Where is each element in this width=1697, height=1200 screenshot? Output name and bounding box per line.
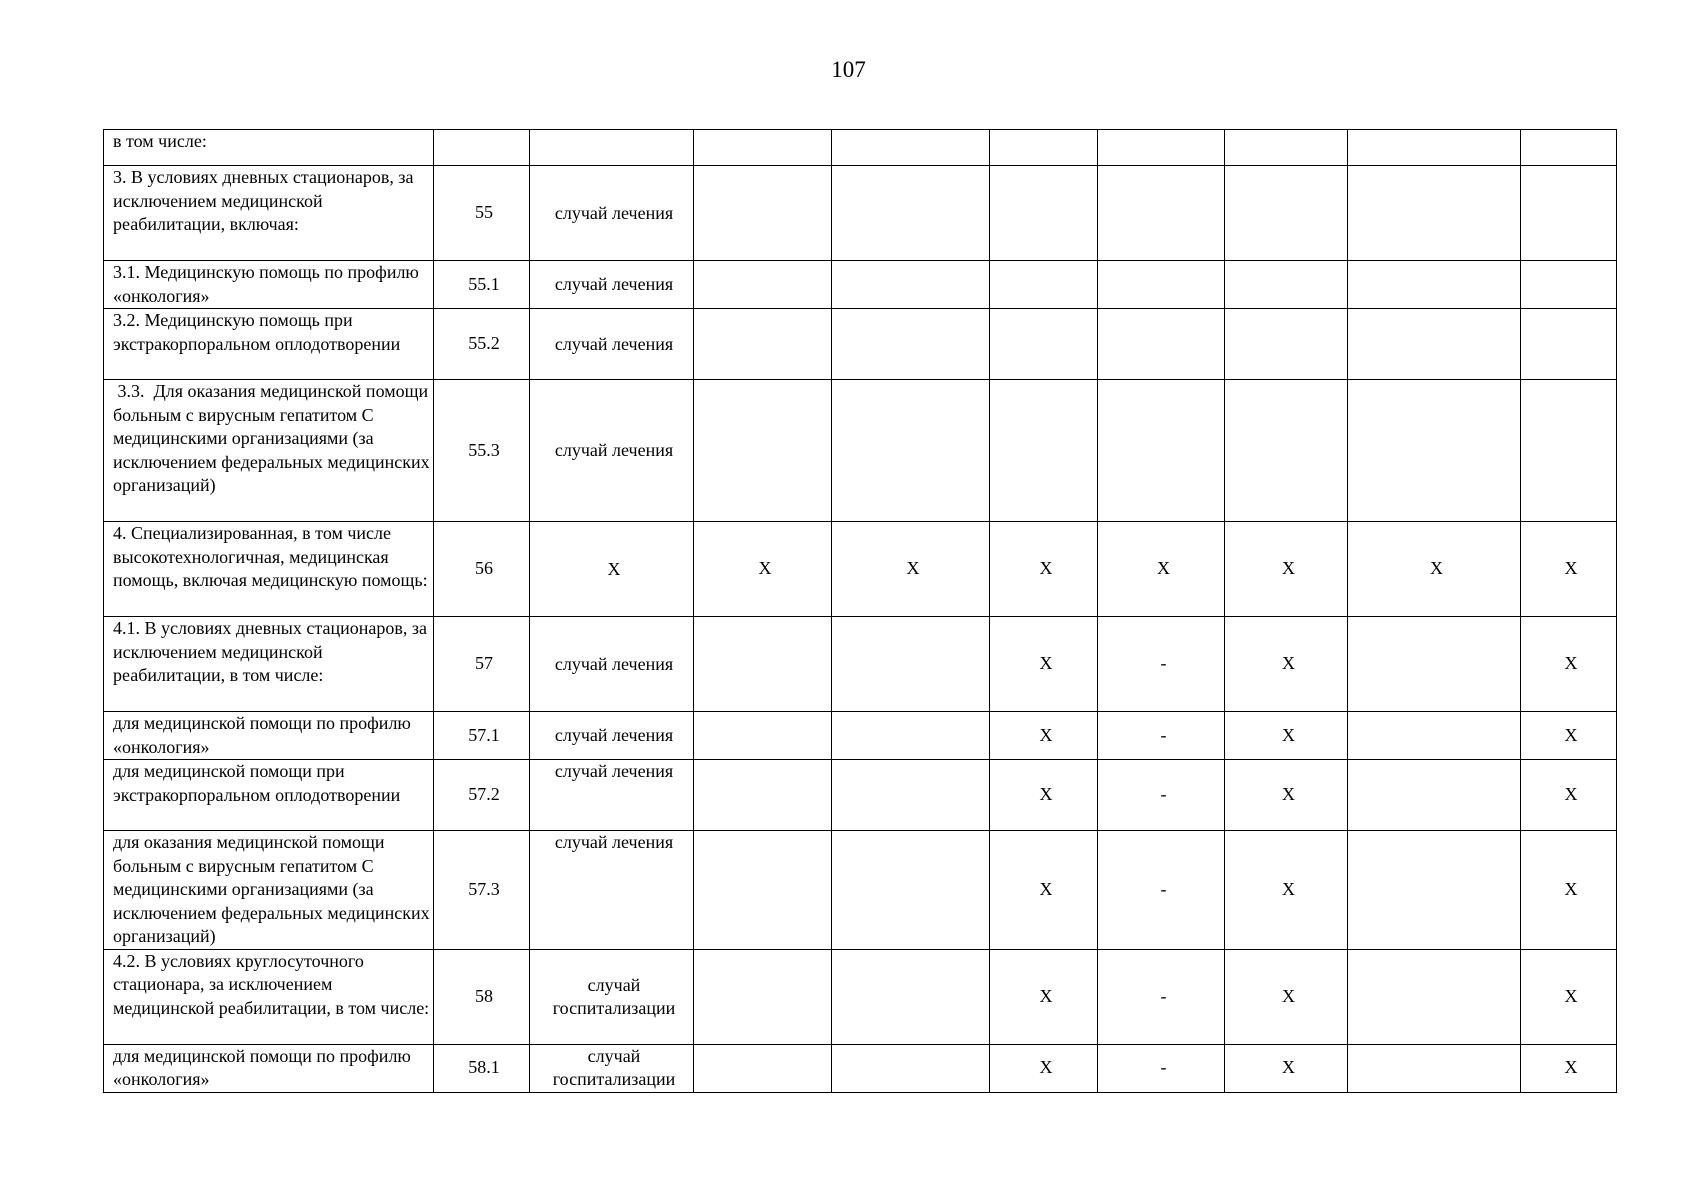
- table-cell: [1225, 166, 1348, 261]
- table-cell: [1521, 166, 1617, 261]
- row-code: 57.1: [434, 712, 530, 760]
- row-name: 3.2. Медицинскую помощь при экстракорпоральном оплодотворении: [104, 309, 434, 380]
- table-row: [104, 617, 1617, 712]
- table-row: [104, 831, 1617, 950]
- table-row: [104, 166, 1617, 261]
- table-cell: -: [1098, 949, 1225, 1044]
- table-cell: [1348, 380, 1521, 522]
- table-cell: Х: [1225, 522, 1348, 617]
- table-cell: Х: [1521, 949, 1617, 1044]
- table-cell: [990, 261, 1098, 309]
- row-name: для медицинской помощи при экстракорпоральном оплодотворении: [104, 760, 434, 831]
- row-code: 55: [434, 166, 530, 261]
- table-cell: Х: [1225, 1044, 1348, 1092]
- table-cell: Х: [990, 949, 1098, 1044]
- table-row: [104, 522, 1617, 617]
- table-cell: [694, 130, 832, 166]
- row-name: 3.1. Медицинскую помощь по профилю «онкология»: [104, 261, 434, 309]
- table-cell: [694, 380, 832, 522]
- table-row: [104, 712, 1617, 760]
- table-cell: [832, 831, 990, 950]
- table-cell: [832, 1044, 990, 1092]
- row-unit: случай лечения: [530, 309, 694, 380]
- table-cell: [1348, 130, 1521, 166]
- table-cell: Х: [1225, 760, 1348, 831]
- row-unit: случай лечения: [530, 617, 694, 712]
- table-cell: [832, 261, 990, 309]
- row-code: 57.2: [434, 760, 530, 831]
- row-unit: случай госпитализации: [530, 1044, 694, 1092]
- row-name: 4. Специализированная, в том числе высокотехнологичная, медицинская помощь, включая медицинскую помощь:: [104, 522, 434, 617]
- table-cell: [1521, 309, 1617, 380]
- table-cell: [990, 166, 1098, 261]
- row-name: для медицинской помощи по профилю «онкология»: [104, 712, 434, 760]
- row-unit: [530, 130, 694, 166]
- table-cell: [1348, 617, 1521, 712]
- table-cell: Х: [990, 712, 1098, 760]
- table-cell: [1098, 309, 1225, 380]
- table-cell: [694, 617, 832, 712]
- row-code: 58: [434, 949, 530, 1044]
- table-cell: [1225, 261, 1348, 309]
- table-cell: Х: [990, 1044, 1098, 1092]
- row-code: 55.3: [434, 380, 530, 522]
- row-unit: случай лечения: [530, 380, 694, 522]
- table-cell: Х: [1225, 949, 1348, 1044]
- table-cell: [990, 380, 1098, 522]
- table-cell: [1348, 760, 1521, 831]
- table-cell: [832, 712, 990, 760]
- page-number: 107: [831, 57, 866, 82]
- table-row: [104, 1044, 1617, 1092]
- table-cell: [694, 712, 832, 760]
- row-name: 3.3. Для оказания медицинской помощи больным с вирусным гепатитом С медицинскими организациями (за исключением федеральных медицинских организаций): [104, 380, 434, 522]
- table-cell: [990, 309, 1098, 380]
- table-cell: Х: [1521, 831, 1617, 950]
- table-cell: Х: [1521, 617, 1617, 712]
- table-cell: [1521, 380, 1617, 522]
- row-name: 4.1. В условиях дневных стационаров, за исключением медицинской реабилитации, в том числе:: [104, 617, 434, 712]
- table-cell: [1348, 949, 1521, 1044]
- row-name: 3. В условиях дневных стационаров, за исключением медицинской реабилитации, включая:: [104, 166, 434, 261]
- row-code: 55.1: [434, 261, 530, 309]
- row-code: 55.2: [434, 309, 530, 380]
- table-cell: [694, 261, 832, 309]
- table-cell: [694, 760, 832, 831]
- table-cell: [1521, 261, 1617, 309]
- table-cell: Х: [1225, 617, 1348, 712]
- table-cell: [832, 617, 990, 712]
- row-code: 57: [434, 617, 530, 712]
- row-code: 58.1: [434, 1044, 530, 1092]
- table-cell: Х: [1521, 522, 1617, 617]
- table-cell: [990, 130, 1098, 166]
- table-cell: Х: [1225, 831, 1348, 950]
- table-cell: Х: [1225, 712, 1348, 760]
- table-cell: [832, 166, 990, 261]
- row-unit: случай лечения: [530, 166, 694, 261]
- table-cell: [1348, 261, 1521, 309]
- row-unit: случай лечения: [530, 712, 694, 760]
- table-cell: [1225, 309, 1348, 380]
- table-cell: Х: [1521, 1044, 1617, 1092]
- table-cell: [1098, 130, 1225, 166]
- row-unit: случай лечения: [530, 261, 694, 309]
- table-cell: -: [1098, 712, 1225, 760]
- table-cell: [1225, 130, 1348, 166]
- table-cell: [1348, 831, 1521, 950]
- table-cell: [832, 130, 990, 166]
- table-cell: -: [1098, 831, 1225, 950]
- table-cell: [1225, 380, 1348, 522]
- table-cell: [1348, 166, 1521, 261]
- table-cell: [832, 760, 990, 831]
- row-unit: Х: [530, 522, 694, 617]
- table-cell: [694, 949, 832, 1044]
- table-cell: [694, 1044, 832, 1092]
- table-row: [104, 380, 1617, 522]
- table-row: [104, 760, 1617, 831]
- table-cell: Х: [1521, 712, 1617, 760]
- row-code: 56: [434, 522, 530, 617]
- data-table: [103, 129, 1617, 1093]
- row-name: для оказания медицинской помощи больным с вирусным гепатитом С медицинскими организациями (за исключением федеральных медицинских организаций): [104, 831, 434, 950]
- table-cell: -: [1098, 1044, 1225, 1092]
- table-cell: [1521, 130, 1617, 166]
- table-cell: [1098, 166, 1225, 261]
- table-cell: Х: [990, 760, 1098, 831]
- table-cell: Х: [990, 617, 1098, 712]
- row-code: [434, 130, 530, 166]
- table-cell: [832, 380, 990, 522]
- row-unit: случай госпитализации: [530, 949, 694, 1044]
- table-cell: Х: [1098, 522, 1225, 617]
- table-cell: [694, 166, 832, 261]
- table-cell: Х: [1348, 522, 1521, 617]
- table-cell: -: [1098, 760, 1225, 831]
- table-cell: [832, 309, 990, 380]
- row-unit: случай лечения: [530, 831, 694, 950]
- table-body: [104, 130, 1617, 1093]
- table-cell: [832, 949, 990, 1044]
- table-cell: [1348, 309, 1521, 380]
- table-cell: -: [1098, 617, 1225, 712]
- table-cell: [694, 831, 832, 950]
- table-row: [104, 949, 1617, 1044]
- row-name: в том числе:: [104, 130, 434, 166]
- table-cell: [1098, 380, 1225, 522]
- table-row: [104, 261, 1617, 309]
- table-cell: [1098, 261, 1225, 309]
- row-unit: случай лечения: [530, 760, 694, 831]
- table-cell: Х: [990, 522, 1098, 617]
- table-cell: [1348, 1044, 1521, 1092]
- table-cell: [1348, 712, 1521, 760]
- table-row: [104, 130, 1617, 166]
- table-cell: Х: [990, 831, 1098, 950]
- row-name: для медицинской помощи по профилю «онкология»: [104, 1044, 434, 1092]
- table-row: [104, 309, 1617, 380]
- table-cell: Х: [832, 522, 990, 617]
- table-cell: Х: [1521, 760, 1617, 831]
- row-name: 4.2. В условиях круглосуточного стационара, за исключением медицинской реабилитации, в том числе:: [104, 949, 434, 1044]
- row-code: 57.3: [434, 831, 530, 950]
- table-cell: Х: [694, 522, 832, 617]
- table-cell: [694, 309, 832, 380]
